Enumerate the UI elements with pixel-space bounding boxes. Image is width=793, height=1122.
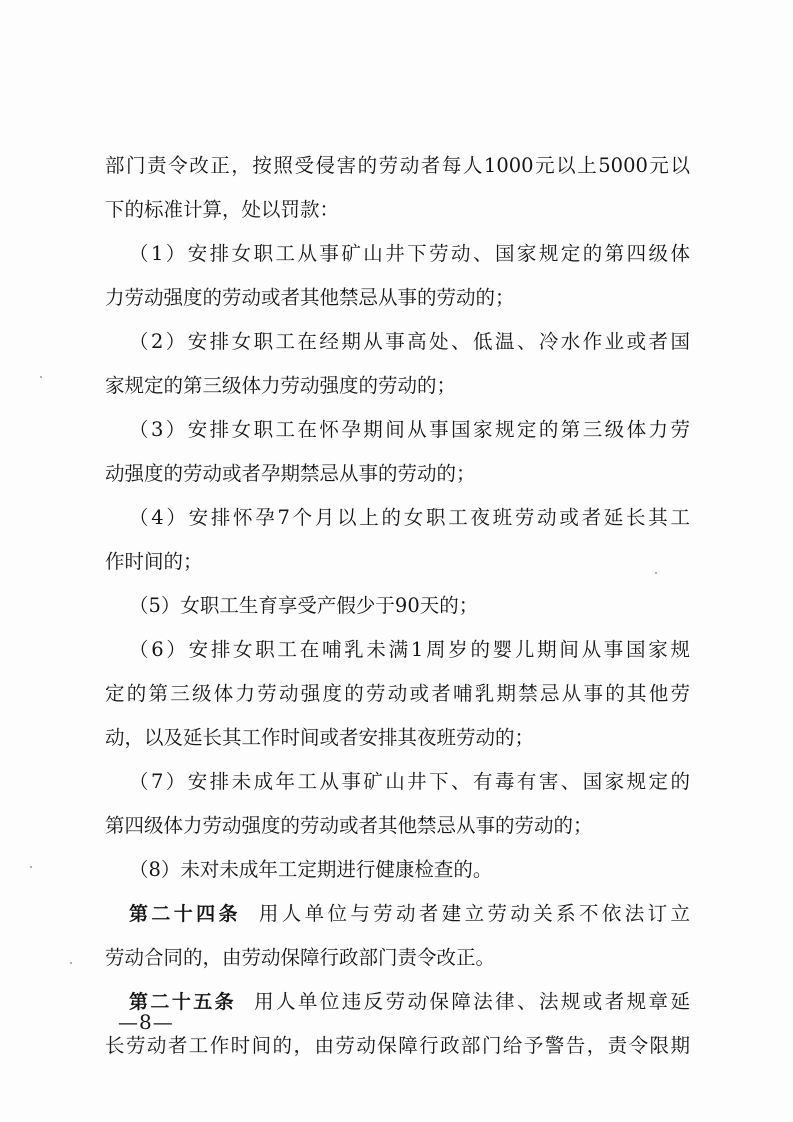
text-line: （5）女职工生育享受产假少于90天的； — [129, 594, 479, 617]
article-24-first-line — [105, 892, 690, 936]
article-25-first-line — [105, 980, 690, 1024]
text-line: 第四级体力劳动强度的劳动或者其他禁忌从事的劳动的； — [105, 814, 593, 837]
body-text — [105, 144, 690, 1068]
text-span: 用人单位与劳动者建立劳动关系不依法订立 — [258, 902, 690, 925]
scan-speck — [70, 962, 72, 964]
text-line: （4）安排怀孕7个月以上的女职工夜班劳动或者延长其工 — [129, 506, 690, 529]
text-line: 力劳动强度的劳动或者其他禁忌从事的劳动的； — [105, 286, 515, 309]
text-line: 动，以及延长其工作时间或者安排其夜班劳动的； — [105, 726, 535, 749]
scan-speck — [30, 866, 32, 868]
text-span: 用人单位违反劳动保障法律、法规或者规章延 — [254, 990, 690, 1013]
text-line: 长劳动者工作时间的，由劳动保障行政部门给予警告，责令限期 — [105, 1034, 690, 1057]
text-line: 定的第三级体力劳动强度的劳动或者哺乳期禁忌从事的其他劳 — [105, 682, 690, 705]
text-line: 作时间的； — [105, 550, 203, 573]
scan-speck — [655, 572, 657, 574]
text-line: （2）安排女职工在经期从事高处、低温、冷水作业或者国 — [129, 330, 690, 353]
text-line: 动强度的劳动或者孕期禁忌从事的劳动的； — [105, 462, 476, 485]
text-line: （8）未对未成年工定期进行健康检查的。 — [129, 858, 493, 881]
text-line: 家规定的第三级体力劳动强度的劳动的； — [105, 374, 457, 397]
text-line: （3）安排女职工在怀孕期间从事国家规定的第三级体力劳 — [129, 418, 690, 441]
text-line: 部门责令改正，按照受侵害的劳动者每人1000元以上5000元以 — [105, 154, 690, 177]
text-line: 下的标准计算，处以罚款： — [105, 198, 340, 221]
text-line: （1）安排女职工从事矿山井下劳动、国家规定的第四级体 — [129, 242, 690, 265]
text-line: 劳动合同的，由劳动保障行政部门责令改正。 — [105, 946, 496, 969]
text-line: （7）安排未成年工从事矿山井下、有毒有害、国家规定的 — [129, 770, 690, 793]
article-title: 第二十四条 — [129, 903, 241, 925]
scan-speck — [40, 376, 42, 378]
text-line: （6）安排女职工在哺乳未满1周岁的婴儿期间从事国家规 — [129, 638, 690, 661]
article-title: 第二十五条 — [129, 991, 237, 1013]
page-number: —8— — [118, 1010, 174, 1034]
